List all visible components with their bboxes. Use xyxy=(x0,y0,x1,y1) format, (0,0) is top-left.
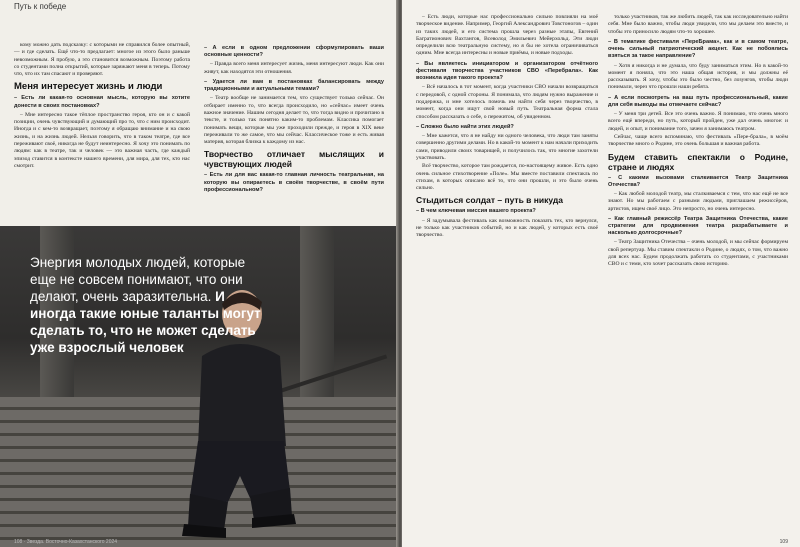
answer: Сейчас, чаще всего вспоминаю, что фестиваль «Пере-брала», в моём творчестве много о Родине, это очень большая и важная работа. xyxy=(608,133,788,148)
page-footer: 108 · Звезда. Восточно-Казахстанского 2024 xyxy=(14,539,118,545)
answer: – Я задумывала фестиваль как возможность показать тех, кто вернулся, не только как участников событий, но и как людей, у которых есть своё творчество. xyxy=(416,217,598,239)
question: – В чем ключевая миссия вашего проекта? xyxy=(416,208,536,215)
subheading: Творчество отличает мыслящих и чувствующих людей xyxy=(204,149,384,170)
answer: – У меня три детей. Все это очень важно. Я понимаю, что очень много всего ещё впереди, но путь, который пройден, уже дал очень многое: и людей, и опыт, и понимание того, зачем я занимаюсь театром. xyxy=(608,111,788,132)
question: – Вы являетесь инициатором и организатором отчётного фестиваля творчества участников СВО «Перебрала». Как возникла идея такого проекта? xyxy=(416,60,598,82)
answer: Всё творчество, которое там рождается, по-настоящему живое. Есть одно очень сильное стихотворение «Поле». Мы вместе поставили спектакль по стихам, в которых описано всё то, что они прошли, и это было очень сильно. xyxy=(416,163,598,192)
question: – А если в одном предложении сформулировать ваши основные ценности? xyxy=(204,45,384,59)
answer: – Театр Защитника Отечества – очень молодой, и мы сейчас формируем свой репертуар. Мы ставим спектакли о Родине, о людях, о том, что важно для всех нас. Будем продолжать работать со студентами, с участниками СВО и с теми, кто хочет рассказать свою историю. xyxy=(608,239,788,268)
question: – Есть ли какая-то основная мысль, которую вы хотите донести в своих постановках? xyxy=(14,95,190,109)
pull-quote xyxy=(30,254,270,356)
left-column-2 xyxy=(204,42,384,196)
right-column-1 xyxy=(416,14,598,241)
answer: – Всё началось в тот момент, когда участники СВО начали возвращаться с передовой, с одной стороны. Я понимала, что людям нужно выражение и поддержка, и мне хотелось помочь им найти себя через творчество, в момент, когда они ищут свой новый путь. Театральная форма стала способом рассказать о себе, о пережитом, об увиденном. xyxy=(416,84,598,120)
left-page xyxy=(0,0,398,547)
pillar-shape xyxy=(300,226,334,416)
right-page xyxy=(402,0,800,547)
answer: – Мне кажется, что я не найду ни одного человека, что люди там заняты совершенно другими делами. Но в какой-то момент к нам начали приходить сами, приводили своих товарищей, и получилось так, что многие захотели участвовать. xyxy=(416,133,598,161)
pull-quote-bold-text: И иногда такие юные таланты могут сделать то, что не может сделать уже взрослый человек xyxy=(30,289,261,355)
section-header: Путь к победе xyxy=(14,2,67,11)
subheading: Стыдиться солдат – путь в никуда xyxy=(416,195,564,206)
answer: – Мне интересно такое тёплое пространство героя, кто он и с какой позиции, очень чувствующий и думающий про то, что с ним происходит. Иногда и с кем-то возвращает, поэтому я обращаю внимание и на свою жизнь, и на жизнь людей. Нельзя говорить, что в таком театре, где все переживают своё, никогда не будут неинтересно. Я хочу это понимать по людям: как в театре, так и человек — это важная часть, где каждый эпизод ставится в контексте нашего времени, для мира, для тех, кто нас смотрит. xyxy=(14,111,190,169)
answer: только участников, так же любить людей, так как исследовательно найти себя. Мне было важно, чтобы люди увидели, что мы делаем это вместе, и чтобы это приносило людям что-то хорошее. xyxy=(608,14,788,35)
question: – Есть ли для вас какая-то главная личность театральная, на которую вы опираетесь в своём творчестве, в своём пути профессиональном? xyxy=(204,172,384,193)
question: – Сложно было найти этих людей? xyxy=(416,123,514,130)
answer: – Театр вообще не занимается тем, что существует только сейчас. Он отбирает именно то, что всегда происходило, но «сейчас» имеет очень важное значение. Нашим сегодня делает то, что тогда видно и прочитано в тексте, и только так понятно каким-то проблемам. Классика помогает понимать вещи, которые мы уже проходили прежде, и героя в XIX веке переживали то же самое, что мы сейчас. Классическое тоже и есть живая материя, которая близка к каждому из нас. xyxy=(204,95,384,146)
question: – Удается ли вам в постановках балансировать между традиционными и актуальными темами? xyxy=(204,79,384,93)
answer: – Как любой молодой театр, мы сталкиваемся с тем, что нас ещё не все знают. Но мы работаем с разными людьми, приглашаем режиссёров, артистов, ищем своё лицо. Это непросто, но очень интересно. xyxy=(608,190,788,212)
answer: – Хотя я никогда и не думала, что буду заниматься этим. Но в какой-то момент я поняла, что это наша общая история, и мы должны её рассказывать. Я хочу, чтобы это было честно, без лозунгов, чтобы люди понимали, через что прошли наши ребята. xyxy=(608,62,788,91)
page-number: 109 xyxy=(779,539,788,545)
subheading: Меня интересует жизнь и люди xyxy=(14,81,163,93)
question: – С какими вызовами сталкивается Театр Защитника Отечества? xyxy=(608,174,788,188)
answer: – Есть люди, которые нас профессионально сильно повлияли на моё творческое видение. Например, Георгий Александрович Товстоногов – один из таких людей, и его система прошла через разные этапы, Евгений Багратионович Вахтангов, Всеволод Эмильевич Мейерхольд. Эти люди определили всю театральную систему, но я бы не хотела ограничиваться одним. Мне всегда интересны и новые приёмы, и новые подходы. xyxy=(416,14,598,57)
question: – А если посмотреть на ваш путь профессиональный, какие для себя выводы вы отмечаете сейчас? xyxy=(608,94,788,108)
subheading: Будем ставить спектакли о Родине, стране и людях xyxy=(608,151,788,172)
right-column-2 xyxy=(608,14,788,270)
answer: – Правда всего меня интересует жизнь, меня интересуют люди. Как они живут, как находятся эти отношения. xyxy=(204,61,384,75)
question: – В тематике фестиваля «ПереБрама», как и в самом театре, очень сильный патриотический акцент. Как не побоялись взяться за такое направление? xyxy=(608,38,788,60)
intro-paragraph: кому можно дать подсказку: с которыми не справился более опытный, — и где сделать. Ещё что-то предлагает: многое из этого было раньше невозможным. Я пробую, а это становится возможным. Поэтому работа со студентами полна открытий, которые заряжают меня в теперь. Потому что, что их там спасают и проверяют. xyxy=(14,42,190,78)
left-column-1 xyxy=(14,42,190,171)
question: – Как главный режиссёр Театра Защитника Отечества, какие стратегии для продвижения театра разрабатываете и насколько долгосрочные? xyxy=(608,215,788,237)
pull-quote-text: Энергия молодых людей, которые еще не совсем понимают, что они делают, очень заразительна. xyxy=(30,255,246,304)
